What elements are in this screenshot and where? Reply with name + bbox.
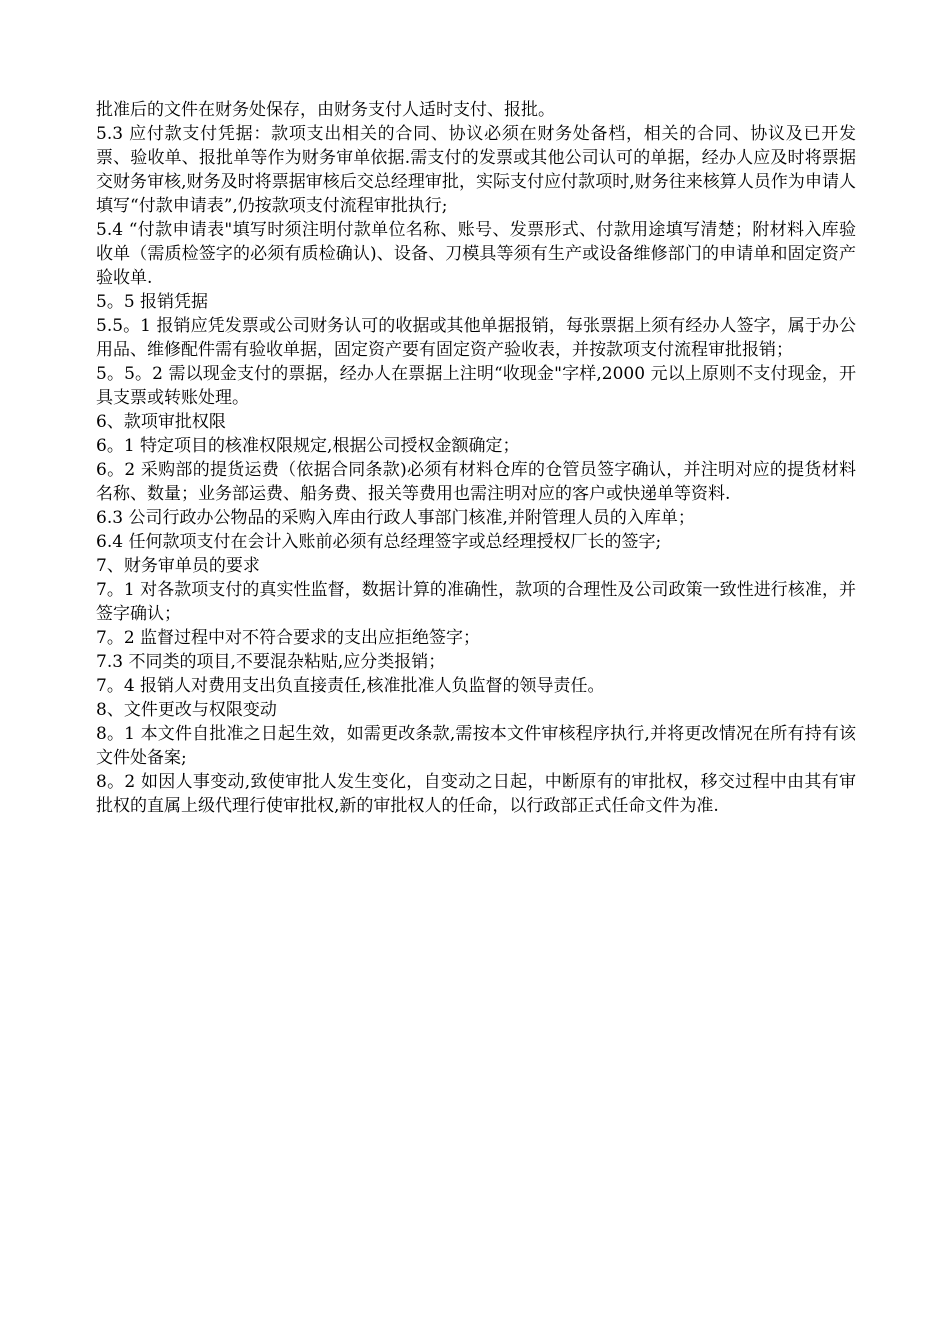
- paragraph-7-4-responsibility: 7。4 报销人对费用支出负直接责任,核准批准人负监督的领导责任。: [96, 676, 605, 696]
- paragraph-8-2-personnel-change: 8。2 如因人事变动,致使审批人发生变化，自变动之日起，中断原有的审批权，移交过程中由其有审批权的直属上级代理行使审批权,新的审批权人的任命，以行政部正式任命文件为准.: [96, 772, 856, 816]
- document-body: [96, 98, 856, 818]
- paragraph-5-4-payment-request-form: 5.4 “付款申请表"填写时须注明付款单位名称、账号、发票形式、付款用途填写清楚；附材料入库验收单（需质检签字的必须有质检确认)、设备、刀模具等须有生产或设备维修部门的申请单和固定资产验收单.: [96, 220, 856, 288]
- heading-6-approval-authority: 6、款项审批权限: [96, 412, 226, 432]
- paragraph-6-2-freight-costs: 6。2 采购部的提货运费（依据合同条款)必须有材料仓库的仓管员签字确认，并注明对应的提货材料名称、数量；业务部运费、船务费、报关等费用也需注明对应的客户或快递单等资料.: [96, 460, 856, 504]
- paragraph-5-5-1-reimbursement-invoice: 5.5。1 报销应凭发票或公司财务认可的收据或其他单据报销，每张票据上须有经办人签字，属于办公用品、维修配件需有验收单据，固定资产要有固定资产验收表，并按款项支付流程审批报销；: [96, 316, 856, 360]
- heading-5-5-reimbursement-voucher: 5。5 报销凭据: [96, 292, 209, 312]
- paragraph-7-3-classified-reimbursement: 7.3 不同类的项目,不要混杂粘贴,应分类报销；: [96, 652, 446, 672]
- paragraph-8-1-effective-date: 8。1 本文件自批准之日起生效，如需更改条款,需按本文件审核程序执行,并将更改情况在所有持有该文件处备案;: [96, 724, 856, 768]
- paragraph-7-1-authenticity-supervision: 7。1 对各款项支付的真实性监督，数据计算的准确性，款项的合理性及公司政策一致性进行核准，并签字确认；: [96, 580, 856, 624]
- heading-8-file-changes: 8、文件更改与权限变动: [96, 700, 277, 720]
- paragraph-6-3-office-supplies: 6.3 公司行政办公物品的采购入库由行政人事部门核准,并附管理人员的入库单；: [96, 508, 695, 528]
- heading-7-auditor-requirements: 7、财务审单员的要求: [96, 556, 260, 576]
- paragraph-5-3-payable-voucher: 5.3 应付款支付凭据：款项支出相关的合同、协议必须在财务处备档，相关的合同、协议及已开发票、验收单、报批单等作为财务审单依据.需支付的发票或其他公司认可的单据，经办人应及时将票据交财务审核,财务及时将票据审核后交总经理审批，实际支付应付款项时,财务往来核算人员作为申请人填写“付款申请表”,仍按款项支付流程审批执行;: [96, 124, 856, 216]
- paragraph-6-4-general-manager-signature: 6.4 任何款项支付在会计入账前必须有总经理签字或总经理授权厂长的签字;: [96, 532, 662, 552]
- paragraph-5-5-2-cash-payment: 5。5。2 需以现金支付的票据，经办人在票据上注明“收现金"字样,2000 元以上原则不支付现金，开具支票或转账处理。: [96, 364, 856, 408]
- paragraph-approved-file-storage: 批准后的文件在财务处保存，由财务支付人适时支付、报批。: [96, 100, 555, 120]
- paragraph-6-1-specific-items: 6。1 特定项目的核准权限规定,根据公司授权金额确定；: [96, 436, 520, 456]
- paragraph-7-2-refuse-signature: 7。2 监督过程中对不符合要求的支出应拒绝签字；: [96, 628, 481, 648]
